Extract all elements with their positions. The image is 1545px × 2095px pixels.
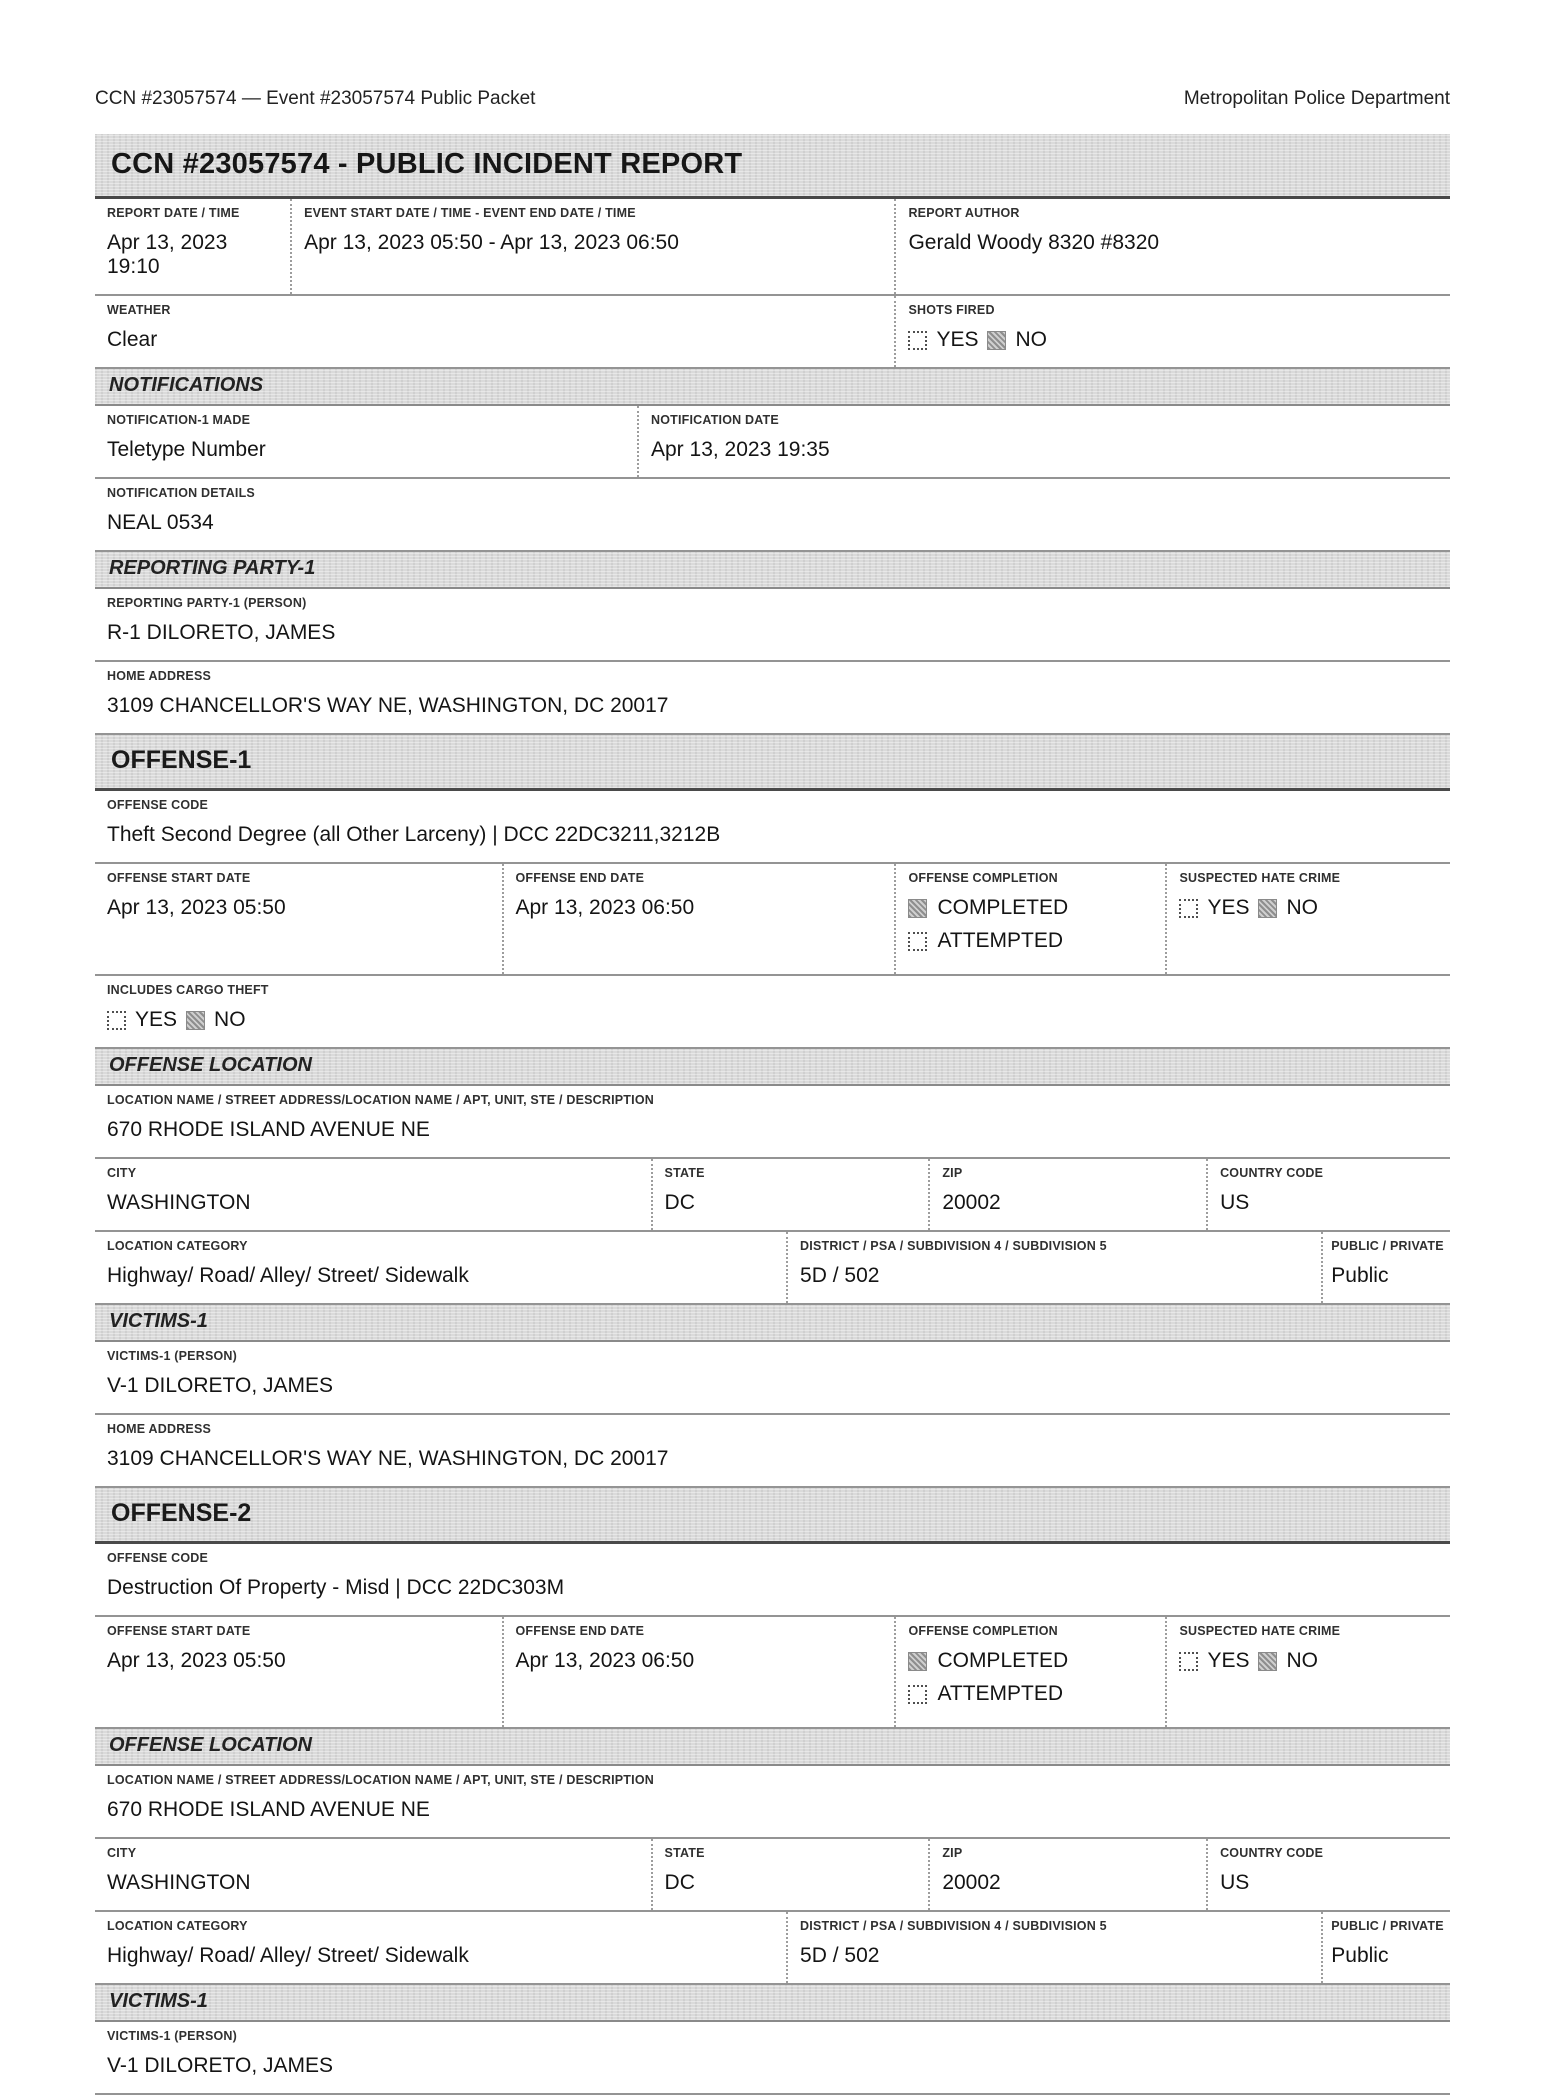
report-author-value: Gerald Woody 8320 #8320 xyxy=(908,231,1160,254)
offense2-code-row xyxy=(95,1544,1450,1617)
running-header xyxy=(95,88,1450,110)
notification-details-label: NOTIFICATION DETAILS xyxy=(107,486,255,500)
offense1-public-private-label: PUBLIC / PRIVATE xyxy=(1331,1239,1444,1253)
offense1-start-value: Apr 13, 2023 05:50 xyxy=(107,896,286,919)
notification-made-field xyxy=(95,406,637,477)
section-offense2-location: OFFENSE LOCATION xyxy=(95,1729,1450,1766)
offense2-state-field xyxy=(651,1839,929,1910)
offense2-end-value: Apr 13, 2023 06:50 xyxy=(515,1649,695,1672)
shots-fired-no-checkbox xyxy=(987,331,1006,350)
notification-row-2 xyxy=(95,479,1450,552)
offense2-public-private-value: Public xyxy=(1331,1944,1389,1967)
offense1-category-field xyxy=(95,1232,786,1303)
offense1-cargo-label: INCLUDES CARGO THEFT xyxy=(107,983,269,997)
offense1-completed-text: COMPLETED xyxy=(937,896,1069,919)
header-packet-title: CCN #23057574 — Event #23057574 Public Packet xyxy=(95,88,536,109)
offense2-victim-person-value: V-1 DILORETO, JAMES xyxy=(107,2054,334,2077)
offense1-hate-crime-field xyxy=(1165,864,1450,974)
offense1-victim-address-field xyxy=(95,1415,1450,1486)
shots-fired-field xyxy=(894,296,1450,367)
offense2-location-name-label: LOCATION NAME / STREET ADDRESS/LOCATION NAME / APT, UNIT, STE / DESCRIPTION xyxy=(107,1773,654,1787)
notification-made-label: NOTIFICATION-1 MADE xyxy=(107,413,251,427)
offense1-code-label: OFFENSE CODE xyxy=(107,798,209,812)
offense1-hate-crime-no-text: NO xyxy=(1286,896,1318,919)
reporting-party-address-field xyxy=(95,662,1450,733)
offense1-cargo-no-checkbox xyxy=(186,1011,205,1030)
offense2-code-label: OFFENSE CODE xyxy=(107,1551,209,1565)
shots-fired-label: SHOTS FIRED xyxy=(908,303,995,317)
offense1-category-value: Highway/ Road/ Alley/ Street/ Sidewalk xyxy=(107,1264,469,1287)
offense1-country-field xyxy=(1206,1159,1450,1230)
offense2-end-field xyxy=(502,1617,895,1727)
offense2-district-label: DISTRICT / PSA / SUBDIVISION 4 / SUBDIVISION 5 xyxy=(800,1919,1107,1933)
notification-date-field xyxy=(637,406,1450,477)
offense2-category-row xyxy=(95,1912,1450,1985)
notification-row-1 xyxy=(95,406,1450,479)
offense1-end-value: Apr 13, 2023 06:50 xyxy=(515,896,695,919)
offense2-start-value: Apr 13, 2023 05:50 xyxy=(107,1649,286,1672)
offense1-code-value: Theft Second Degree (all Other Larceny) | DCC 22DC3211,3212B xyxy=(107,823,721,846)
offense2-hate-crime-field xyxy=(1165,1617,1450,1727)
offense2-completion-field xyxy=(894,1617,1165,1727)
offense1-completion-field xyxy=(894,864,1165,974)
weather-field xyxy=(95,296,894,367)
reporting-party-person-field xyxy=(95,589,1450,660)
offense2-zip-field xyxy=(928,1839,1206,1910)
offense1-victim-person-value: V-1 DILORETO, JAMES xyxy=(107,1374,334,1397)
offense2-start-label: OFFENSE START DATE xyxy=(107,1624,251,1638)
offense1-district-field xyxy=(786,1232,1321,1303)
offense2-attempted-checkbox xyxy=(908,1685,927,1704)
offense2-category-value: Highway/ Road/ Alley/ Street/ Sidewalk xyxy=(107,1944,469,1967)
offense2-state-value: DC xyxy=(664,1871,695,1894)
section-notifications: NOTIFICATIONS xyxy=(95,369,1450,406)
offense2-start-field xyxy=(95,1617,502,1727)
offense1-victim-address-value: 3109 CHANCELLOR'S WAY NE, WASHINGTON, DC 20017 xyxy=(107,1447,669,1470)
offense2-category-label: LOCATION CATEGORY xyxy=(107,1919,248,1933)
section-reporting-party: REPORTING PARTY-1 xyxy=(95,552,1450,589)
offense1-code-field xyxy=(95,791,1450,862)
offense1-cargo-field xyxy=(95,976,1450,1047)
notification-made-value: Teletype Number xyxy=(107,438,266,461)
offense2-category-field xyxy=(95,1912,786,1983)
shots-fired-yes-checkbox xyxy=(908,331,927,350)
report-author-label: REPORT AUTHOR xyxy=(908,206,1020,220)
offense2-completed-text: COMPLETED xyxy=(937,1649,1069,1672)
offense1-city-row xyxy=(95,1159,1450,1232)
offense1-completed-checkbox xyxy=(908,899,927,918)
report-date-field xyxy=(95,199,290,294)
shots-fired-yes-text: YES xyxy=(936,328,979,351)
offense1-hate-crime-no-checkbox xyxy=(1258,899,1277,918)
weather-value: Clear xyxy=(107,328,158,351)
offense1-end-field xyxy=(502,864,895,974)
offense2-location-name-value: 670 RHODE ISLAND AVENUE NE xyxy=(107,1798,430,1821)
offense1-country-value: US xyxy=(1220,1191,1250,1214)
offense1-hate-crime-yes-checkbox xyxy=(1179,899,1198,918)
offense1-victim-address-row xyxy=(95,1415,1450,1488)
offense2-code-field xyxy=(95,1544,1450,1615)
offense1-public-private-field xyxy=(1321,1232,1450,1303)
offense2-victim-person-field xyxy=(95,2022,1450,2093)
offense2-hate-crime-yes-checkbox xyxy=(1179,1652,1198,1671)
offense2-victim-person-label: VICTIMS-1 (PERSON) xyxy=(107,2029,237,2043)
offense2-completed-checkbox xyxy=(908,1652,927,1671)
notification-details-field xyxy=(95,479,1450,550)
offense2-victim-person-row xyxy=(95,2022,1450,2095)
offense1-city-label: CITY xyxy=(107,1166,137,1180)
offense1-cargo-row xyxy=(95,976,1450,1049)
offense2-country-label: COUNTRY CODE xyxy=(1220,1846,1324,1860)
offense1-victim-person-row xyxy=(95,1342,1450,1415)
offense2-city-field xyxy=(95,1839,651,1910)
offense1-category-label: LOCATION CATEGORY xyxy=(107,1239,248,1253)
offense2-city-value: WASHINGTON xyxy=(107,1871,251,1894)
header-department: Metropolitan Police Department xyxy=(1183,88,1450,109)
offense1-cargo-no-text: NO xyxy=(214,1008,246,1031)
offense1-victim-person-field xyxy=(95,1342,1450,1413)
offense2-district-field xyxy=(786,1912,1321,1983)
section-offense-1: OFFENSE-1 xyxy=(95,735,1450,791)
offense1-public-private-value: Public xyxy=(1331,1264,1389,1287)
section-offense1-victims: VICTIMS-1 xyxy=(95,1305,1450,1342)
offense1-code-row xyxy=(95,791,1450,864)
report-date-label: REPORT DATE / TIME xyxy=(107,206,240,220)
offense1-victim-person-label: VICTIMS-1 (PERSON) xyxy=(107,1349,237,1363)
offense2-state-label: STATE xyxy=(664,1846,705,1860)
offense1-zip-field xyxy=(928,1159,1206,1230)
offense2-hate-crime-no-text: NO xyxy=(1286,1649,1318,1672)
notification-date-label: NOTIFICATION DATE xyxy=(651,413,779,427)
section-offense2-victims: VICTIMS-1 xyxy=(95,1985,1450,2022)
offense1-dates-row xyxy=(95,864,1450,976)
offense2-location-name-row xyxy=(95,1766,1450,1839)
report-author-field xyxy=(894,199,1450,294)
weather-label: WEATHER xyxy=(107,303,171,317)
report-title: CCN #23057574 - PUBLIC INCIDENT REPORT xyxy=(95,134,1450,199)
reporting-party-person-label: REPORTING PARTY-1 (PERSON) xyxy=(107,596,307,610)
offense2-hate-crime-no-checkbox xyxy=(1258,1652,1277,1671)
offense2-country-value: US xyxy=(1220,1871,1250,1894)
offense2-zip-value: 20002 xyxy=(942,1871,1001,1894)
offense1-city-value: WASHINGTON xyxy=(107,1191,251,1214)
offense1-victim-address-label: HOME ADDRESS xyxy=(107,1422,212,1436)
event-dates-field xyxy=(290,199,894,294)
offense1-end-label: OFFENSE END DATE xyxy=(515,871,645,885)
summary-row-1 xyxy=(95,199,1450,296)
reporting-party-person-value: R-1 DILORETO, JAMES xyxy=(107,621,336,644)
offense1-attempted-text: ATTEMPTED xyxy=(937,929,1064,952)
offense2-code-value: Destruction Of Property - Misd | DCC 22DC303M xyxy=(107,1576,565,1599)
event-dates-label: EVENT START DATE / TIME - EVENT END DATE / TIME xyxy=(304,206,636,220)
offense1-location-name-label: LOCATION NAME / STREET ADDRESS/LOCATION NAME / APT, UNIT, STE / DESCRIPTION xyxy=(107,1093,654,1107)
offense1-state-label: STATE xyxy=(664,1166,705,1180)
offense1-city-field xyxy=(95,1159,651,1230)
offense1-category-row xyxy=(95,1232,1450,1305)
report-date-value: Apr 13, 2023 19:10 xyxy=(107,231,228,278)
offense2-location-name-field xyxy=(95,1766,1450,1837)
reporting-party-address-row xyxy=(95,662,1450,735)
offense2-attempted-text: ATTEMPTED xyxy=(937,1682,1064,1705)
reporting-party-address-label: HOME ADDRESS xyxy=(107,669,212,683)
offense2-end-label: OFFENSE END DATE xyxy=(515,1624,645,1638)
offense2-city-row xyxy=(95,1839,1450,1912)
shots-fired-no-text: NO xyxy=(1015,328,1047,351)
offense1-district-value: 5D / 502 xyxy=(800,1264,880,1287)
offense2-country-field xyxy=(1206,1839,1450,1910)
offense1-attempted-checkbox xyxy=(908,932,927,951)
offense2-zip-label: ZIP xyxy=(942,1846,963,1860)
offense1-zip-label: ZIP xyxy=(942,1166,963,1180)
summary-row-2 xyxy=(95,296,1450,369)
offense1-state-field xyxy=(651,1159,929,1230)
reporting-party-person-row xyxy=(95,589,1450,662)
offense2-completion-label: OFFENSE COMPLETION xyxy=(908,1624,1058,1638)
offense1-start-label: OFFENSE START DATE xyxy=(107,871,251,885)
offense1-district-label: DISTRICT / PSA / SUBDIVISION 4 / SUBDIVISION 5 xyxy=(800,1239,1107,1253)
offense1-state-value: DC xyxy=(664,1191,695,1214)
offense1-completion-label: OFFENSE COMPLETION xyxy=(908,871,1058,885)
offense2-hate-crime-yes-text: YES xyxy=(1207,1649,1250,1672)
offense1-start-field xyxy=(95,864,502,974)
offense2-district-value: 5D / 502 xyxy=(800,1944,880,1967)
offense1-location-name-row xyxy=(95,1086,1450,1159)
event-dates-value: Apr 13, 2023 05:50 - Apr 13, 2023 06:50 xyxy=(304,231,679,254)
offense2-public-private-field xyxy=(1321,1912,1450,1983)
offense1-location-name-field xyxy=(95,1086,1450,1157)
offense1-cargo-yes-checkbox xyxy=(107,1011,126,1030)
notification-details-value: NEAL 0534 xyxy=(107,511,214,534)
section-offense-2: OFFENSE-2 xyxy=(95,1488,1450,1544)
section-offense1-location: OFFENSE LOCATION xyxy=(95,1049,1450,1086)
offense1-country-label: COUNTRY CODE xyxy=(1220,1166,1324,1180)
notification-date-value: Apr 13, 2023 19:35 xyxy=(651,438,830,461)
offense1-hate-crime-label: SUSPECTED HATE CRIME xyxy=(1179,871,1341,885)
offense1-location-name-value: 670 RHODE ISLAND AVENUE NE xyxy=(107,1118,430,1141)
offense2-public-private-label: PUBLIC / PRIVATE xyxy=(1331,1919,1444,1933)
offense1-cargo-yes-text: YES xyxy=(135,1008,178,1031)
reporting-party-address-value: 3109 CHANCELLOR'S WAY NE, WASHINGTON, DC 20017 xyxy=(107,694,669,717)
offense2-city-label: CITY xyxy=(107,1846,137,1860)
offense1-zip-value: 20002 xyxy=(942,1191,1001,1214)
offense2-dates-row xyxy=(95,1617,1450,1729)
offense1-hate-crime-yes-text: YES xyxy=(1207,896,1250,919)
offense2-hate-crime-label: SUSPECTED HATE CRIME xyxy=(1179,1624,1341,1638)
